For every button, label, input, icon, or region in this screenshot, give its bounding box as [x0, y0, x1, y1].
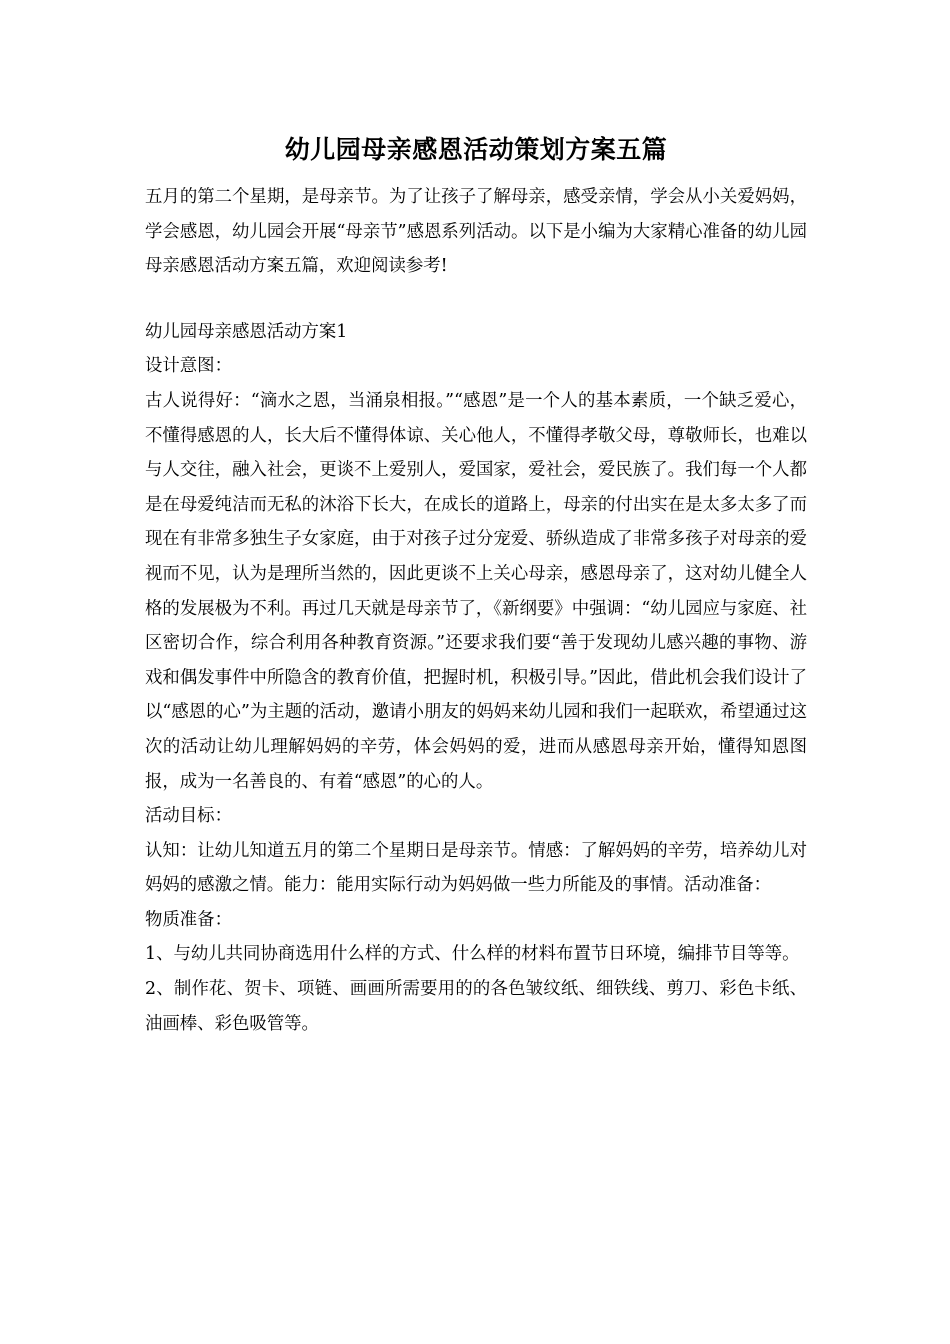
activity-goals-paragraph: 认知：让幼儿知道五月的第二个星期日是母亲节。情感：了解妈妈的辛劳，培养幼儿对妈妈的感激之情。能力：能用实际行动为妈妈做一些力所能及的事情。活动准备： [145, 840, 807, 896]
activity-goals-heading: 活动目标： [145, 806, 232, 827]
material-prep-heading: 物质准备： [145, 909, 232, 930]
design-intent-paragraph: 古人说得好：“滴水之恩，当涌泉相报。”“感恩”是一个人的基本素质，一个缺乏爱心，不懂得感恩的人，长大后不懂得体谅、关心他人，不懂得孝敬父母，尊敬师长，也难以与人交往，融入社会，更谈不上爱别人，爱国家，爱社会，爱民族了。我们每一个人都是在母爱纯洁而无私的沐浴下长大，在成长的道路上，母亲的付出实在是太多太多了而现在有非常多独生子女家庭，由于对孩子过分宠爱、骄纵造成了非常多孩子对母亲的爱视而不见，认为是理所当然的，因此更谈不上关心母亲，感恩母亲了，这对幼儿健全人格的发展极为不利。再过几天就是母亲节了，《新纲要》中强调：“幼儿园应与家庭、社区密切合作，综合利用各种教育资源。”还要求我们要“善于发现幼儿感兴趣的事物、游戏和偶发事件中所隐含的教育价值，把握时机，积极引导。”因此，借此机会我们设计了以“感恩的心”为主题的活动，邀请小朋友的妈妈来幼儿园和我们一起联欢，希望通过这次的活动让幼儿理解妈妈的辛劳，体会妈妈的爱，进而从感恩母亲开始，懂得知恩图报，成为一名善良的、有着“感恩”的心的人。 [145, 390, 807, 792]
material-item: 1、与幼儿共同协商选用什么样的方式、什么样的材料布置节日环境，编排节目等等。 [145, 944, 800, 965]
material-item: 2、制作花、贺卡、项链、画画所需要用的的各色皱纹纸、细铁线、剪刀、彩色卡纸、油画棒、彩色吸管等。 [145, 979, 807, 1034]
section-title: 幼儿园母亲感恩活动方案1 [145, 321, 348, 342]
document-title: 幼儿园母亲感恩活动策划方案五篇 [284, 135, 668, 164]
design-intent-heading: 设计意图： [145, 356, 232, 377]
document-body [145, 128, 807, 1041]
intro-paragraph: 五月的第二个星期，是母亲节。为了让孩子了解母亲，感受亲情，学会从小关爱妈妈，学会感恩，幼儿园会开展“母亲节”感恩系列活动。以下是小编为大家精心准备的幼儿园母亲感恩活动方案五篇，欢迎阅读参考! [145, 187, 807, 277]
